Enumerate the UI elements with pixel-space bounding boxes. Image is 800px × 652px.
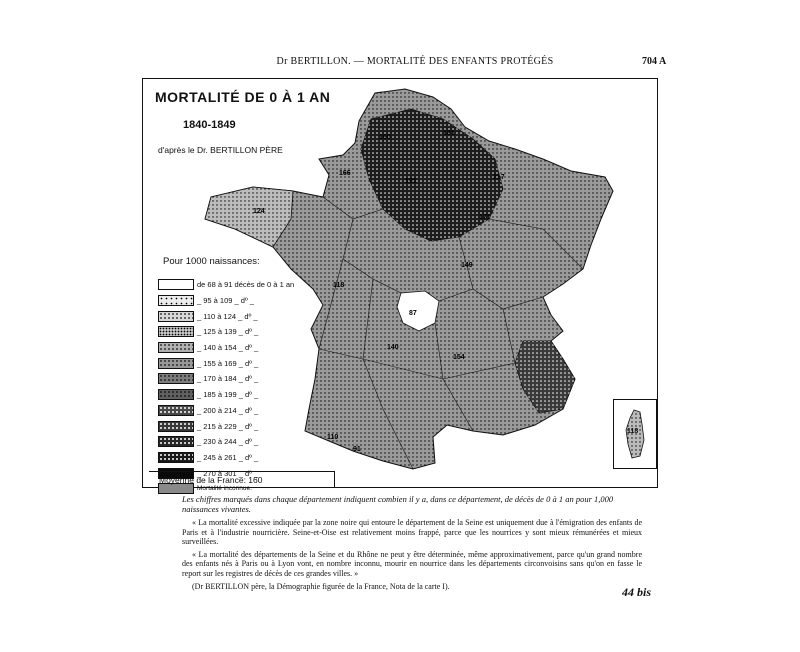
dept-number: 124: [253, 208, 265, 215]
map-years: 1840-1849: [183, 119, 236, 131]
legend-label: _ 170 à 184 _ dº _: [197, 374, 259, 384]
dept-number: 87: [409, 310, 417, 317]
legend-row: [158, 434, 308, 450]
caption-citation: (Dr BERTILLON père, la Démographie figurée de la France, Nota de la carte I).: [192, 581, 450, 591]
dept-number: 91: [353, 446, 361, 453]
legend: [158, 277, 308, 497]
legend-row: [158, 403, 308, 419]
dept-number: 160: [379, 134, 391, 141]
legend-swatch: [158, 279, 194, 290]
legend-swatch: [158, 436, 194, 447]
caption-intro: Les chiffres marqués dans chaque département indiquent combien il y a, dans ce département, de décès de 0 à 1 an pour 1,000 naissances vivantes.: [182, 494, 614, 514]
dept-number: 118: [333, 282, 345, 289]
legend-row: [158, 387, 308, 403]
map-title: MORTALITÉ DE 0 À 1 AN: [155, 89, 331, 105]
legend-label: _ 245 à 261 _ dº _: [197, 452, 259, 462]
legend-swatch: [158, 389, 194, 400]
legend-title: Pour 1000 naissances:: [163, 256, 260, 267]
legend-label: _ 140 à 154 _ dº _: [197, 343, 259, 353]
legend-row: [158, 324, 308, 340]
legend-label: _ 185 à 199 _ dº _: [197, 390, 259, 400]
legend-row: [158, 340, 308, 356]
corsica-inset: [613, 399, 657, 469]
legend-swatch: [158, 405, 194, 416]
legend-label: _ 230 à 244 _ dº _: [197, 437, 259, 447]
legend-label: _ 200 à 214 _ dº _: [197, 405, 259, 415]
legend-swatch: [158, 295, 194, 306]
legend-label: de 68 à 91 décès de 0 à 1 an: [197, 280, 295, 290]
legend-swatch: [158, 326, 194, 337]
legend-swatch: [158, 358, 194, 369]
legend-label: _ 110 à 124 _ dº _: [197, 311, 258, 321]
legend-label: _ 215 à 229 _ dº _: [197, 421, 259, 431]
legend-row: [158, 293, 308, 309]
page-number: 704 A: [642, 56, 667, 67]
legend-row: [158, 450, 308, 466]
legend-row: [158, 371, 308, 387]
average-note: Moyenne de la France: 160: [149, 471, 335, 487]
legend-label: _ 125 à 139 _ dº _: [197, 327, 259, 337]
dept-number: 181: [443, 130, 455, 137]
dept-number: 154: [453, 354, 465, 361]
running-head: Dr BERTILLON. — MORTALITÉ DES ENFANTS PROTÉGÉS: [276, 56, 554, 67]
dept-number: 217: [493, 174, 505, 181]
legend-swatch: [158, 342, 194, 353]
legend-row: [158, 418, 308, 434]
dept-number: 191: [405, 178, 417, 185]
legend-swatch: [158, 311, 194, 322]
legend-row: [158, 277, 308, 293]
dept-number: 166: [339, 170, 351, 177]
dept-number: 171: [479, 214, 491, 221]
caption-paragraph-2: « La mortalité des départements de la Seine et du Rhône ne peut y être déterminée, même approximativement, parce qu'un grand nombre des enfants nés à Paris ou à Lyon vont, en nombre inconnu, mourir en nourrice dans les départements circonvoisins sans qu'on en fasse le report sur les registres de décès de ces grandes villes. »: [182, 549, 642, 578]
legend-swatch: [158, 452, 194, 463]
dept-number: 110: [327, 434, 339, 441]
legend-row: [158, 308, 308, 324]
bottom-page-number: 44 bis: [622, 585, 652, 599]
legend-label: Mortalité inconnue.: [197, 485, 252, 493]
map-source: d'après le Dr. BERTILLON PÈRE: [158, 145, 283, 155]
legend-label: _ 95 à 109 _ dº _: [197, 296, 254, 306]
dept-number: 140: [387, 344, 399, 351]
caption: [182, 494, 642, 592]
legend-swatch: [158, 373, 194, 384]
map-frame: [142, 78, 658, 493]
legend-label: _ 155 à 169 _ dº _: [197, 358, 259, 368]
dept-number: 149: [461, 262, 473, 269]
legend-label: _ 270 à 301 _ dº _: [197, 468, 259, 478]
corsica-number: 118: [627, 428, 639, 435]
legend-row: [158, 355, 308, 371]
legend-swatch: [158, 421, 194, 432]
caption-paragraph-1: « La mortalité excessive indiquée par la zone noire qui entoure le département de la Seine est uniquement due à l'émigration des enfants de Paris et à l'industrie nourricière. Seine-et-Oise est relativement moins frappé, parce que les nourrices y sont mieux rémunérées et mieux surveillées.: [182, 518, 642, 547]
